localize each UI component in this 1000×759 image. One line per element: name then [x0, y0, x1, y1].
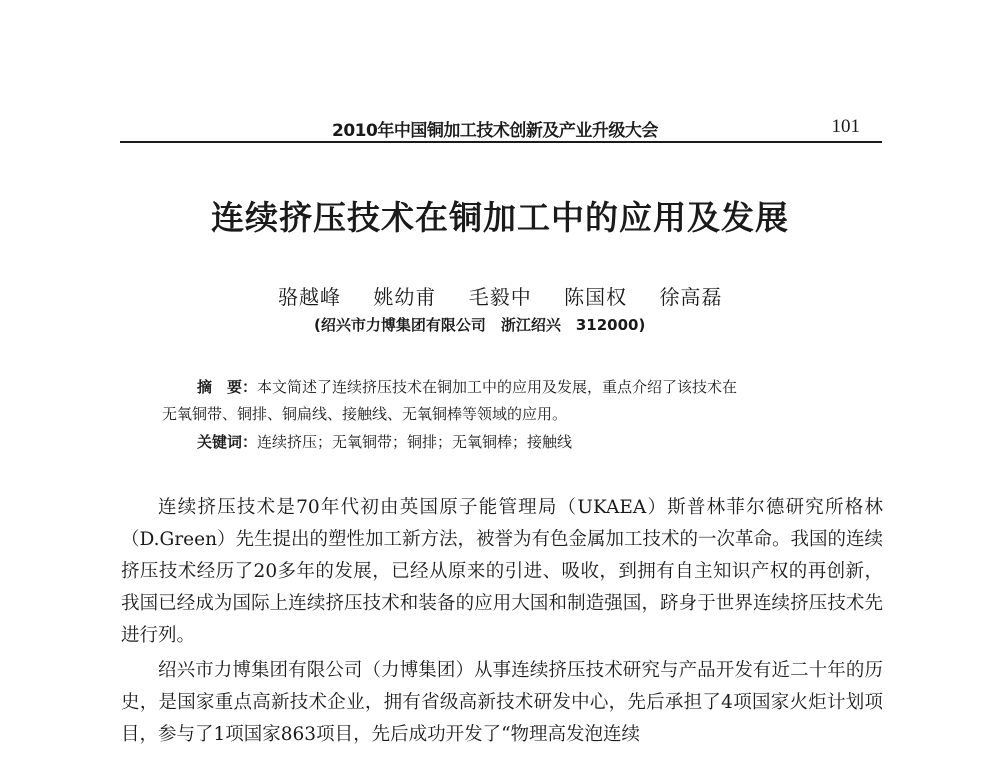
author-list [278, 281, 722, 310]
abstract-line: 无氧铜带、铜排、铜扁线、接触线、无氧铜棒等领域的应用。 [162, 405, 568, 423]
header-rule [120, 141, 882, 143]
abstract-label: 摘 要： [197, 378, 258, 396]
body-paragraph: 绍兴市力博集团有限公司（力博集团）从事连续挤压技术研究与产品开发有近二十年的历史，是国家重点高新技术企业，拥有省级高新技术研发中心，先后承担了4项国家火炬计划项目，参与了1项国家863项目，先后成功开发了“物理高发泡连续 [121, 660, 883, 745]
author-name: 陈国权 [564, 285, 628, 309]
author-name: 毛毅中 [468, 285, 532, 309]
body-paragraph: 连续挤压技术是70年代初由英国原子能管理局（UKAEA）斯普林菲尔德研究所格林（D.Green）先生提出的塑性加工新方法，被誉为有色金属加工技术的一次革命。我国的连续挤压技术经历了20多年的发展，已经从原来的引进、吸收，到拥有自主知识产权的再创新，我国已经成为国际上连续挤压技术和装备的应用大国和制造强国，跻身于世界连续挤压技术先进行列。 [121, 497, 883, 646]
author-name: 徐高磊 [659, 285, 723, 309]
keywords-label: 关键词： [197, 433, 258, 451]
affiliation: (绍兴市力博集团有限公司 浙江绍兴 312000) [314, 316, 646, 334]
body-text [121, 492, 883, 751]
conference-name: 2010年中国铜加工技术创新及产业升级大会 [332, 121, 658, 141]
page-number: 101 [831, 116, 860, 137]
paper-title: 连续挤压技术在铜加工中的应用及发展 [211, 198, 789, 237]
abstract-text: 本文简述了连续挤压技术在铜加工中的应用及发展，重点介绍了该技术在 [257, 378, 738, 396]
keywords-text: 连续挤压；无氧铜带；铜排；无氧铜棒；接触线 [257, 433, 573, 451]
abstract-line [197, 374, 737, 401]
author-name: 姚幼甫 [373, 285, 437, 309]
author-name: 骆越峰 [278, 285, 341, 309]
running-header [120, 112, 882, 142]
keywords-line [197, 429, 572, 456]
